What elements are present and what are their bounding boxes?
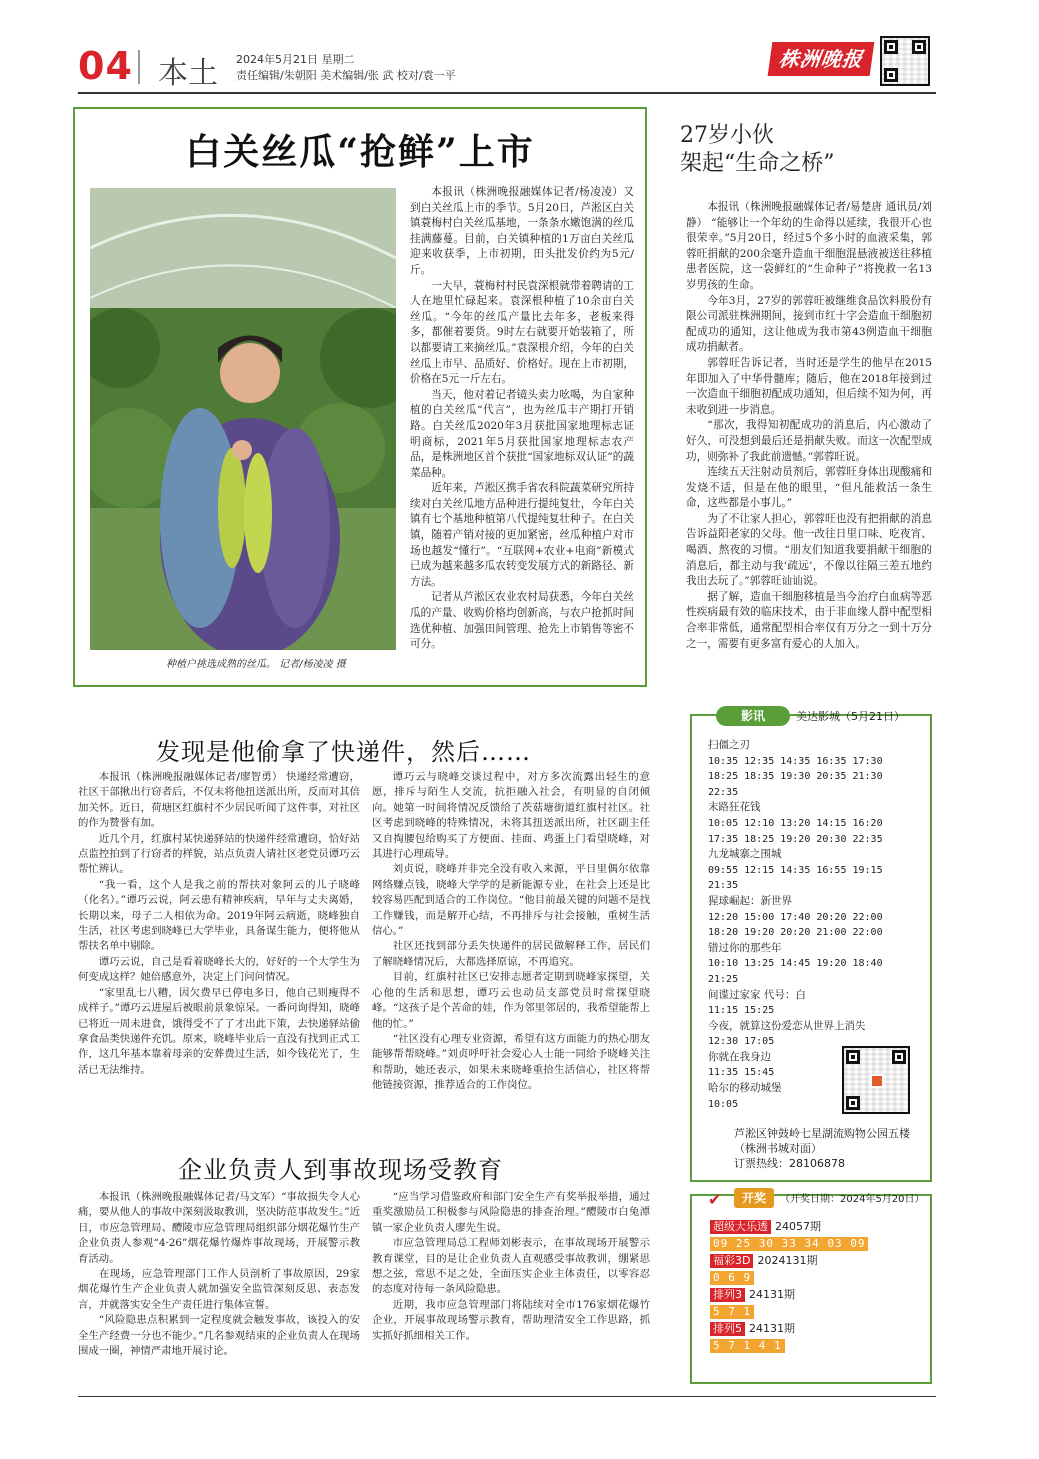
section-name: 本土	[158, 56, 218, 91]
lead-paragraph: 记者从芦淞区农业农村局获悉，今年白关丝瓜的产量、收购价格均创新高，与农户抢抓时间选优种植、加强田间管理、抢先上市销售等密不可分。	[410, 591, 634, 651]
showtimes: 18:25 18:35 19:30 20:35 21:30	[708, 771, 883, 783]
movie-title: 间谍过家家 代号：白	[708, 988, 806, 1001]
showtimes: 12:20 15:00 17:40 20:20 22:00	[708, 911, 883, 923]
article3-headline: 企业负责人到事故现场受教育	[178, 1156, 503, 1184]
lottery-numbers: 5 7 1	[710, 1305, 754, 1319]
lottery-tag: 开奖	[734, 1188, 774, 1208]
lottery-game-name: 福彩3D	[710, 1254, 753, 1268]
showtimes: 11:15 15:25	[708, 1005, 775, 1017]
article2-paragraph: 社区还找到部分丢失快递件的居民做解释工作，居民们了解晓峰情况后，大都选择原谅，不再追究。	[372, 940, 650, 968]
movie-title: 九龙城寨之围城	[708, 848, 782, 861]
lottery-row	[710, 1322, 795, 1336]
showtimes: 18:20 19:20 20:20 21:00 22:00	[708, 927, 883, 939]
lottery-issue: 24057期	[775, 1220, 821, 1233]
article3-col2	[372, 1190, 650, 1344]
movie-title: 末路狂花钱	[708, 801, 761, 814]
article3-paragraph: “应当学习借鉴政府和部门安全生产有奖举报举措，通过重奖激励员工积极参与风险隐患的排查治理。”醴陵市白兔潭镇一家企业负责人廖先生说。	[372, 1191, 650, 1234]
qr-code-icon	[880, 36, 930, 86]
lottery-row	[710, 1288, 795, 1302]
cinema-qr-code-icon	[842, 1046, 910, 1114]
article2-headline: 发现是他偷拿了快递件，然后……	[156, 738, 531, 766]
newspaper-logo: 株洲晚报	[768, 42, 875, 76]
farmer-photo	[90, 188, 396, 650]
lottery-row	[710, 1220, 821, 1234]
article3-paragraph: 市应急管理局总工程师刘彬表示，在事故现场开展警示教育课堂，目的是让企业负责人直观感受事故教训，绷紧思想之弦，常思不足之处，全面压实企业主体责任，以零容忍的态度对待每一条风险隐患。	[372, 1237, 650, 1296]
article3-paragraph: “风险隐患点积累到一定程度就会触发事故，该投入的安全生产经费一分也不能少。”几名参观结束的企业负责人在现场围成一圈，神情严肃地开展讨论。	[78, 1314, 360, 1358]
showtimes: 21:35	[708, 880, 739, 892]
movie-title: 你就在我身边	[708, 1050, 771, 1063]
lottery-issue: 24131期	[749, 1288, 795, 1301]
showtimes: 10:05 12:10 13:20 14:15 16:20	[708, 817, 883, 829]
lottery-issue: 24131期	[749, 1322, 795, 1335]
issue-date: 2024年5月21日 星期二	[236, 53, 355, 66]
article3-paragraph: 在现场，应急管理部门工作人员剖析了事故原因，29家烟花爆竹生产企业负责人就加强安全监管深刻反思、表态发言，并就落实安全生产责任进行集体宣誓。	[78, 1268, 360, 1311]
header-divider	[138, 50, 140, 84]
lottery-game-name: 排列3	[710, 1288, 745, 1302]
side-paragraph: 为了不让家人担心，郭蓉旺也没有把捐献的消息告诉益阳老家的父母。他一改往日里口味、吃夜宵、喝酒、熬夜的习惯。“朋友们知道我要捐献干细胞的消息后，都主动与我‘疏远’，不像以往隔三差五地约我出去玩了。”郭蓉旺讪讪说。	[686, 512, 932, 588]
showtimes: 10:35 12:35 14:35 16:35 17:30	[708, 755, 883, 767]
cinema-address-block	[734, 1126, 924, 1171]
lottery-numbers: 5 7 1 4 1	[710, 1339, 785, 1353]
cinema-header: 美达影城（5月21日）	[796, 710, 905, 723]
side-headline-line1: 27岁小伙	[680, 123, 774, 148]
side-paragraph: 今年3月，27岁的郭蓉旺被继维食品饮料股份有限公司派驻株洲期间，接到市红十字会造血干细胞初配成功的通知，这让他成为我市第43例造血干细胞成功捐献者。	[686, 294, 932, 354]
page-number: 04	[78, 44, 133, 88]
article2-paragraph: “家里乱七八糟，因欠费早已停电多日，他自己则瘦得不成样子。”谭巧云进屋后被眼前景象惊呆。一番问询得知，晓峰已将近一周未进食，饿得受不了了才出此下策，去快递驿站偷拿食品类快递件充饥。原来，晓峰毕业后一直没有找到正式工作，这几年基本靠着母亲的安葬费过生活，如今钱花光了，生活已无法维持。	[78, 986, 360, 1076]
lottery-date: （开奖日期：2024年5月20日）	[780, 1194, 925, 1205]
article2-paragraph: “我一看，这个人是我之前的帮扶对象阿云的儿子晓峰（化名）。”谭巧云说，阿云患有精神疾病，早年与丈夫离婚，长期以来，母子二人相依为命。2019年阿云病逝，晓峰独自生活，社区考虑到晓峰已大学毕业，具备谋生能力，便将他从帮扶名单中剔除。	[78, 878, 360, 953]
photo-caption: 种植户挑选成熟的丝瓜。 记者/杨凌凌 摄	[166, 659, 346, 670]
showtimes: 10:10 13:25 14:45 19:20 18:40	[708, 958, 883, 970]
lead-headline: 白关丝瓜“抢鲜”上市	[185, 131, 535, 173]
cinema-address: 芦淞区钟鼓岭七星湖流购物公园五楼（株洲书城对面）	[734, 1127, 910, 1155]
showtimes: 17:35 18:25 19:20 20:30 22:35	[708, 833, 883, 845]
cinema-hotline: 订票热线：28106878	[734, 1157, 845, 1170]
side-paragraph: 郭蓉旺告诉记者，当时还是学生的他早在2015年即加入了中华骨髓库；随后，他在2018年接到过一次造血干细胞初配成功通知，但后续不知为何，再未收到进一步消息。	[686, 356, 932, 416]
article2-paragraph: 本报讯（株洲晚报融媒体记者/廖智勇） 快递经常遭窃，社区干部揪出行窃者后，不仅未将他扭送派出所，反而对其倍加关怀。近日，荷塘区红旗村不少居民听闻了这件事，对社区的作为赞誉有加。	[78, 771, 360, 830]
article2-paragraph: 谭巧云与晓峰交谈过程中，对方多次流露出轻生的意愿，排斥与陌生人交流，抗拒融入社会，有明显的自闭倾向。她第一时间将情况反馈给了茨菇塘街道红旗村社区。社区考虑到晓峰的特殊情况，未将其扭送派出所，社区副主任又自掏腰包给购买了方便面、挂面、鸡蛋上门看望晓峰，对其进行心理疏导。	[372, 771, 650, 861]
article2-paragraph: 目前，红旗村社区已安排志愿者定期到晓峰家探望，关心他的生活和思想，谭巧云也动员支部党员时常探望晓峰。“这孩子是个苦命的娃，作为邻里邻居的，我希望能帮上他的忙。”	[372, 971, 650, 1030]
side-body	[686, 200, 932, 652]
article2-col1	[78, 770, 360, 1078]
article2-paragraph: 近几个月，红旗村某快递驿站的快递件经常遭窃，恰好站点监控拍到了行窃者的样貌，站点负责人请社区老党员谭巧云帮忙辨认。	[78, 832, 360, 876]
side-paragraph: 连续五天注射动员剂后，郭蓉旺身体出现酸痛和发烧不适，但是在他的眼里，“但凡能救活一条生命，这些都是小事儿。”	[686, 466, 932, 510]
article2-col2	[372, 770, 650, 1094]
article3-col1	[78, 1190, 360, 1359]
lead-paragraph: 近年来，芦淞区携手省农科院蔬菜研究所持续对白关丝瓜地方品种进行提纯复壮，今年白关镇有七个基地种植第八代提纯复壮种子。在白关镇，随着产销对接的更加紧密，丝瓜种植户对市场也越发“懂行”。“互联网+农业+电商”新模式已成为越来越多瓜农转变发展方式的新路径、新方法。	[410, 482, 634, 588]
cinema-tag: 影讯	[716, 706, 790, 726]
qr-logo-icon	[870, 1074, 884, 1088]
editor-credits: 责任编辑/朱朝阳 美术编辑/张 武 校对/袁一平	[236, 69, 456, 82]
side-paragraph: 本报讯（株洲晚报融媒体记者/易楚唐 通讯员/刘静） “能够让一个年幼的生命得以延续，我很开心也很荣幸。”5月20日，经过5个多小时的血液采集，郭蓉旺捐献的200余毫升造血干细胞混悬液被送往移植患者医院，这一袋鲜红的“生命种子”将挽救一名13岁男孩的生命。	[686, 201, 932, 291]
article3-paragraph: 近期，我市应急管理部门将陆续对全市176家烟花爆竹企业，开展事故现场警示教育，帮助理清安全工作思路，抓实抓好抓细相关工作。	[372, 1298, 650, 1342]
checkmark-icon: ✔	[708, 1190, 722, 1209]
showtimes: 22:35	[708, 786, 739, 798]
movie-item	[708, 988, 918, 1019]
lottery-issue: 2024131期	[757, 1254, 818, 1267]
loofah-harvest-image	[90, 188, 396, 650]
lead-paragraph: 一大早，蓑梅村村民袁深根就带着聘请的工人在地里忙碌起来。袁深根种植了10余亩白关丝瓜。“今年的丝瓜产量比去年多，老板来得多，都催着要货。9时左右就要开始装箱了，所以都要请工来摘丝瓜。”袁深根介绍，今年的白关丝瓜上市早、品质好、价格好。现在上市初期，价格在5元一斤左右。	[410, 279, 634, 386]
lottery-game-name: 排列5	[710, 1322, 745, 1336]
movie-title: 哈尔的移动城堡	[708, 1082, 782, 1095]
lottery-game-name: 超级大乐透	[710, 1220, 771, 1234]
footer-rule	[78, 1396, 936, 1397]
lottery-numbers: 09 25 30 33 34 03 09	[710, 1237, 868, 1251]
lottery-row	[710, 1254, 817, 1268]
showtimes: 11:35 15:45	[708, 1067, 775, 1079]
showtimes: 21:25	[708, 973, 739, 985]
article2-paragraph: “社区没有心理专业资源，希望有这方面能力的热心朋友能够帮帮晓峰。”刘贞呼吁社会爱心人士能一同给予晓峰关注和帮助，她还表示，如果未来晓峰重拾生活信心，社区将帮他链接资源，推荐适合的工作岗位。	[372, 1032, 650, 1092]
movie-item	[708, 800, 918, 847]
lead-paragraph: 当天，他对着记者镜头卖力吆喝，为自家种植的白关丝瓜“代言”，也为丝瓜丰产期打开销路。白关丝瓜2020年3月获批国家地理标志证明商标，2021年5月获批国家地理标志农产品，是株洲地区首个获批“国家地标双认证”的蔬菜品种。	[410, 388, 634, 479]
article3-paragraph: 本报讯（株洲晚报融媒体记者/马文军）“事故损失令人心痛，要从他人的事故中深刻汲取教训，坚决防范事故发生。”近日，市应急管理局、醴陵市应急管理局组织部分烟花爆竹生产企业负责人参观“4·26”烟花爆竹爆炸事故现场，开展警示教育活动。	[78, 1191, 360, 1265]
movie-title: 今夜，就算这份爱恋从世界上消失	[708, 1019, 866, 1032]
article2-paragraph: 谭巧云说，自己是看着晓峰长大的，好好的一个大学生为何变成这样？她倍感意外，决定上门问问情况。	[78, 955, 360, 984]
side-paragraph: “那次，我得知初配成功的消息后，内心激动了好久，可没想到最后还是捐献失败。而这一次配型成功，则弥补了我此前遗憾。”郭蓉旺说。	[686, 419, 932, 463]
lottery-numbers: 0 6 9	[710, 1271, 754, 1285]
movie-title: 猩球崛起：新世界	[708, 894, 792, 907]
side-headline	[680, 122, 835, 178]
movie-title: 扫僵之刃	[708, 739, 750, 751]
movie-item	[708, 941, 918, 988]
showtimes: 10:05	[708, 1098, 739, 1110]
lead-body	[410, 185, 634, 653]
header-rule	[78, 92, 936, 94]
article2-paragraph: 刘贞说，晓峰并非完全没有收入来源，平日里偶尔依靠网络赚点钱，晓峰大学学的是新能源专业，在社会上还是比较容易匹配到适合的工作岗位。“他目前最关键的问题不是找工作赚钱，而是解开心结，不再排斥与社会接触，重树生活信心。”	[372, 863, 650, 938]
movie-item	[708, 894, 918, 941]
lead-paragraph: 本报讯（株洲晚报融媒体记者/杨凌凌）又到白关丝瓜上市的季节。5月20日，芦淞区白关镇蓑梅村白关丝瓜基地，一条条水嫩饱满的丝瓜挂满藤蔓。目前，白关镇种植的1万亩白关丝瓜迎来收获季，上市初期，田头批发价约为5元/斤。	[410, 186, 634, 276]
movie-item	[708, 847, 918, 894]
showtimes: 12:30 17:05	[708, 1036, 775, 1048]
side-paragraph: 据了解，造血干细胞移植是当今治疗白血病等恶性疾病最有效的临床技术，由于非血缘人群中配型相合率非常低，通常配型相合率仅有万分之一到十万分之一，需要有更多富有爱心的人加入。	[686, 590, 932, 650]
movie-title: 错过你的那些年	[708, 941, 782, 954]
showtimes: 09:55 12:15 14:35 16:55 19:15	[708, 864, 883, 876]
side-headline-line2: 架起“生命之桥”	[680, 151, 835, 176]
movie-item	[708, 738, 918, 800]
